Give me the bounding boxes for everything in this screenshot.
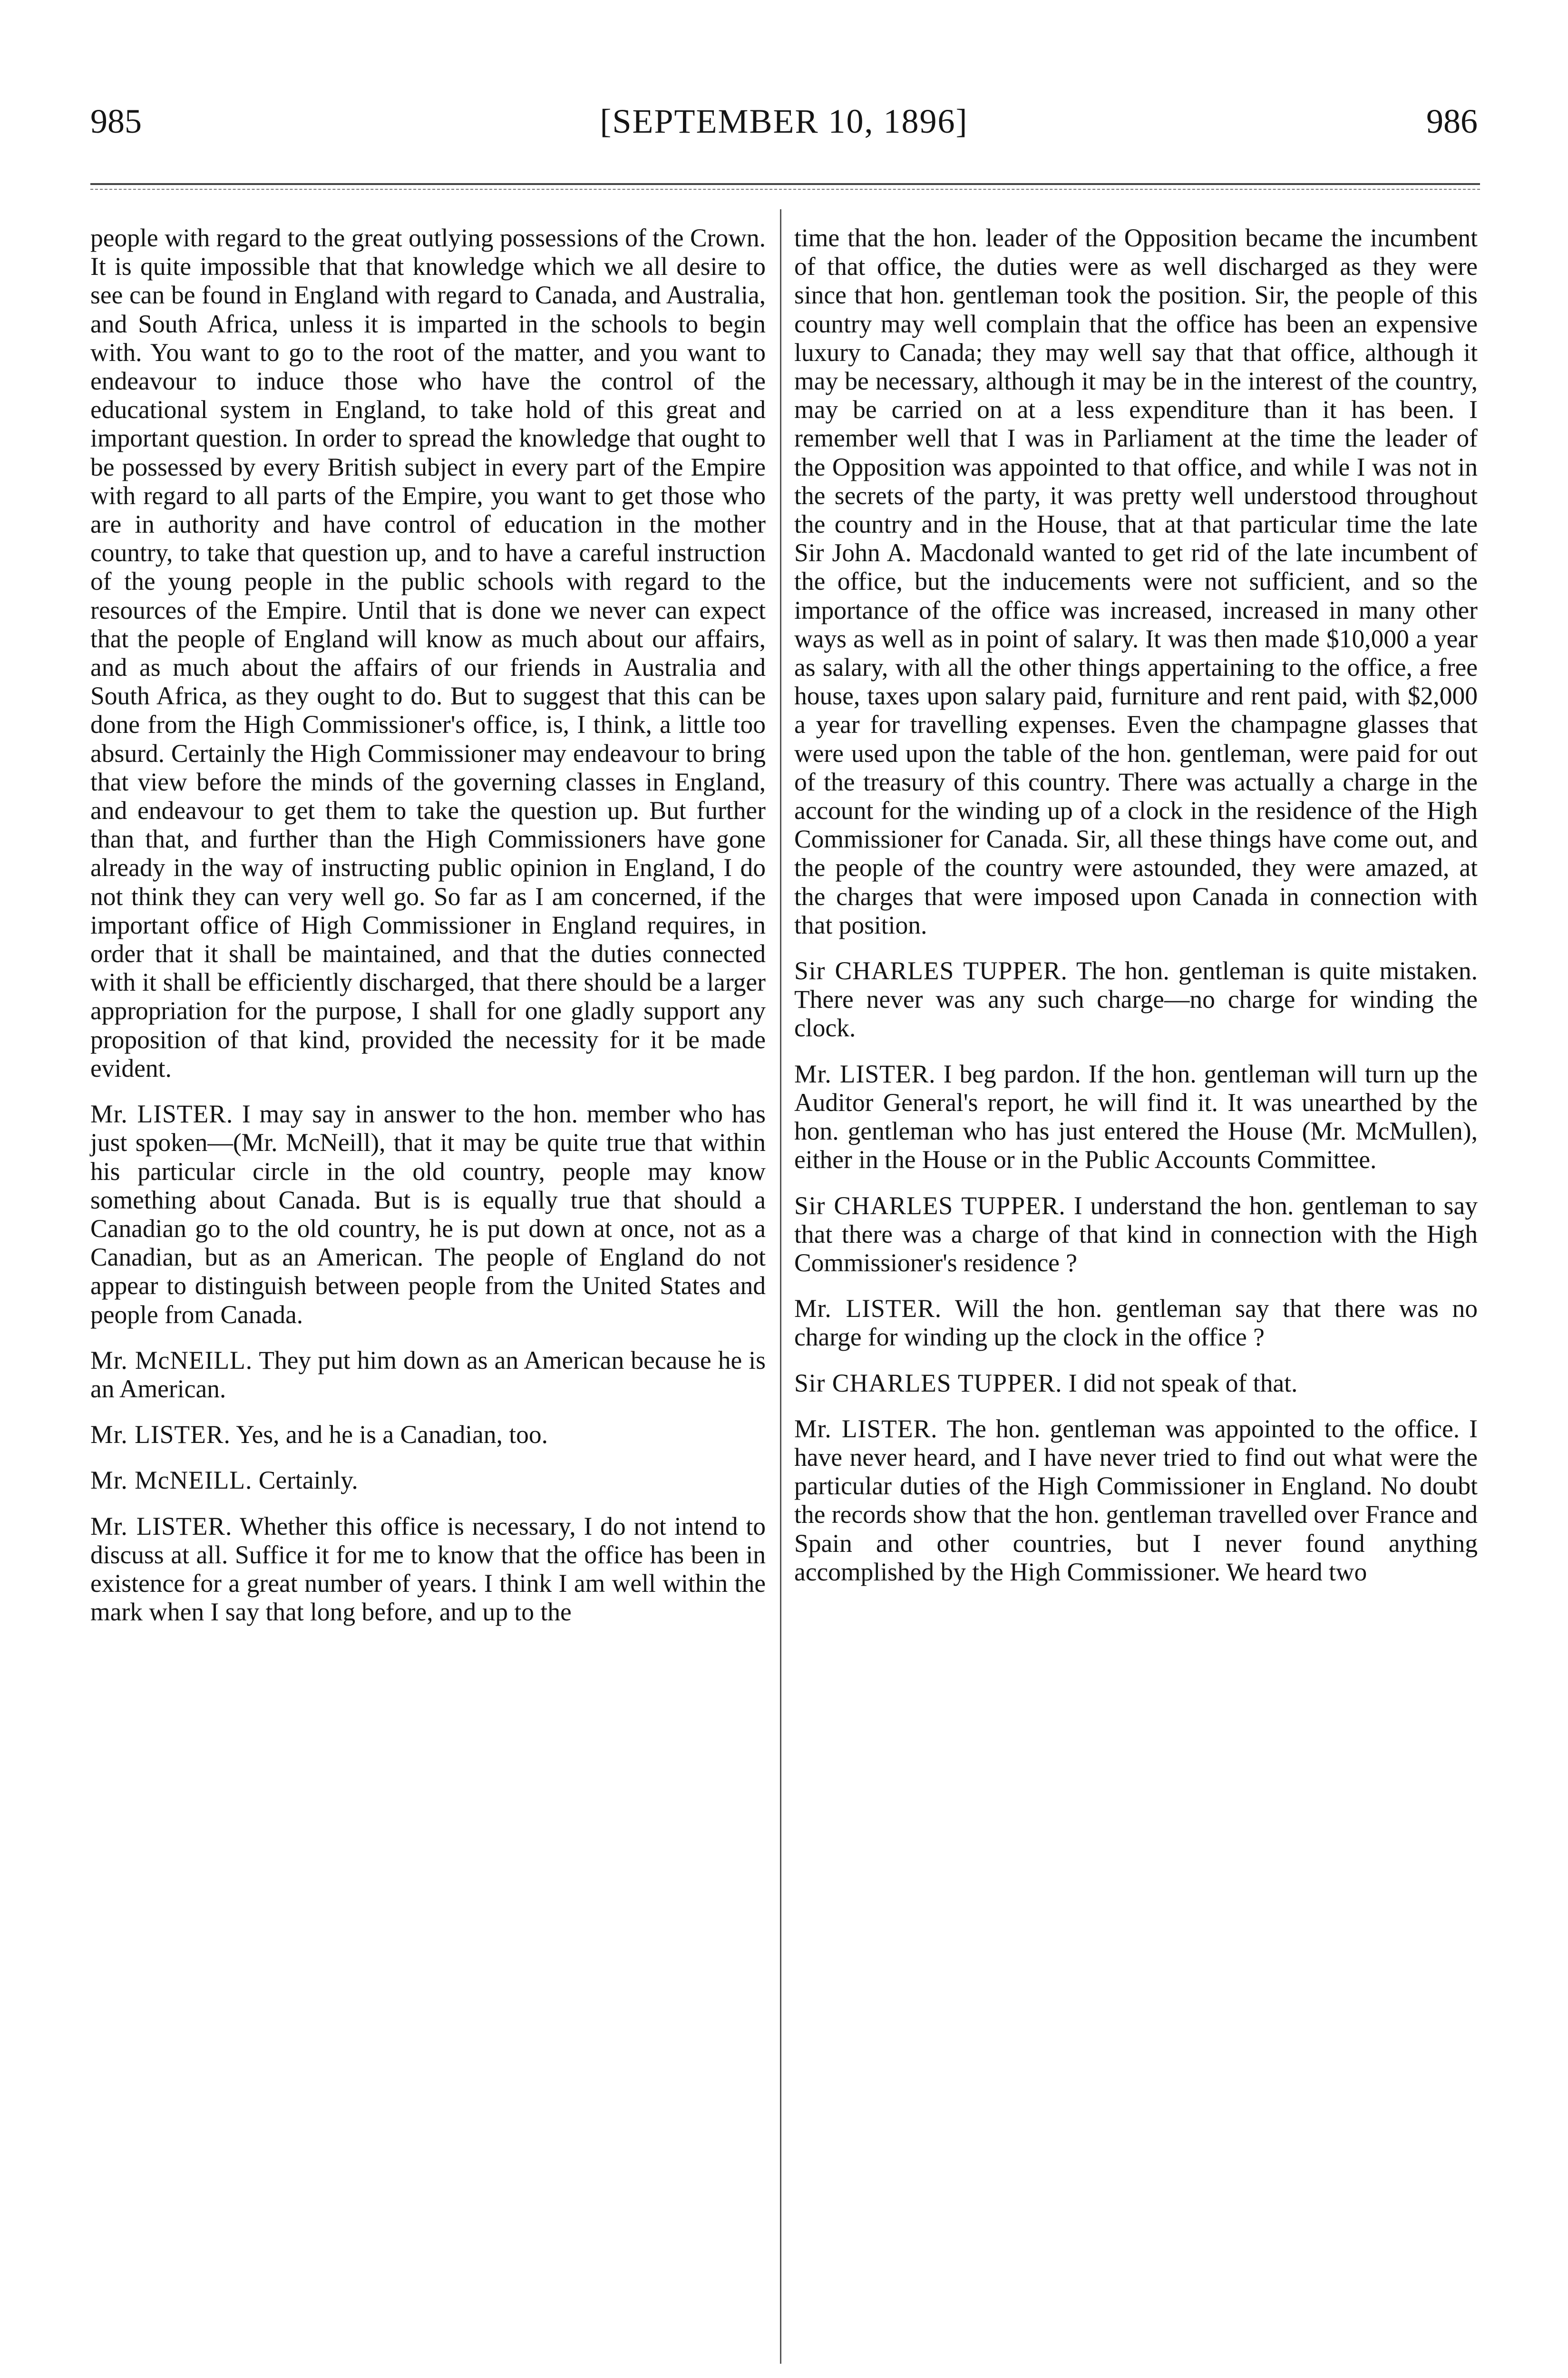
paragraph bbox=[794, 1060, 1478, 1174]
paragraph-text: I understand the hon. gentleman to say that there was a charge of that kind in connection with the High Commissioner's residence ? bbox=[794, 1191, 1478, 1277]
paragraph-text: Certainly. bbox=[258, 1466, 358, 1495]
paragraph-text: Will the hon. gentleman say that there was no charge for winding up the clock in the office ? bbox=[794, 1294, 1478, 1352]
paragraph-text: The hon. gentleman is quite mistaken. There never was any such charge—no charge for winding the clock. bbox=[794, 956, 1478, 1043]
paragraph-text: The hon. gentleman was appointed to the office. I have never heard, and I have never tried to find out what were the particular duties of the High Commissioner in England. No doubt the records show that the hon. gentleman travelled over France and Spain and other countries, but I never found anything accomplished by the High Commissioner. We heard two bbox=[794, 1414, 1478, 1586]
paragraph-text: Yes, and he is a Canadian, too. bbox=[236, 1420, 548, 1449]
left-column bbox=[90, 224, 766, 1643]
speaker-name: Mr. LISTER. bbox=[90, 1100, 234, 1129]
paragraph bbox=[90, 1346, 766, 1403]
page-number-right: 986 bbox=[1426, 102, 1478, 140]
paragraph bbox=[794, 1414, 1478, 1586]
page-header bbox=[90, 95, 1478, 147]
paragraph-text: I may say in answer to the hon. member who has just spoken—(Mr. McNeill), that it may be quite true that within his particular circle in the old country, people may know something about Canada. But is is equally true that should a Canadian go to the old country, he is put down at once, not as a Canadian, but as an American. The people of England do not appear to distinguish between people from the United States and people from Canada. bbox=[90, 1100, 766, 1329]
paragraph bbox=[90, 1466, 766, 1494]
speaker-name: Sir CHARLES TUPPER. bbox=[794, 1368, 1062, 1397]
paragraph bbox=[794, 1294, 1478, 1351]
column-divider bbox=[780, 209, 781, 2364]
paragraph bbox=[90, 224, 766, 1082]
speaker-name: Mr. LISTER. bbox=[90, 1511, 233, 1540]
paragraph bbox=[794, 956, 1478, 1043]
paragraph bbox=[794, 1369, 1478, 1397]
speaker-name: Mr. LISTER. bbox=[794, 1294, 942, 1323]
paragraph-text: I did not speak of that. bbox=[1068, 1368, 1298, 1397]
paragraph-text: Whether this office is necessary, I do not intend to discuss at all. Suffice it for me to know that the office has been in existence for a great number of years. I think I am well within the mark when I say that long before, and up to the bbox=[90, 1511, 766, 1627]
speaker-name: Mr. LISTER. bbox=[794, 1059, 936, 1088]
speaker-name: Mr. LISTER. bbox=[794, 1414, 938, 1443]
session-date: [SEPTEMBER 10, 1896] bbox=[600, 102, 968, 140]
paragraph-text: time that the hon. leader of the Opposition became the incumbent of that office, the duties were as well discharged as they were since that hon. gentleman took the position. Sir, the people of this country may well complain that the office has been an expensive luxury to Canada; they may well say that that office, although it may be necessary, although it may be in the interest of the country, may be carried on at a less expenditure than it has been. I remember well that I was in Parliament at the time the leader of the Opposition was appointed to that office, and while I was not in the secrets of the party, it was pretty well understood throughout the country and in the House, that at that particular time the late Sir John A. Macdonald wanted to get rid of the late incumbent of the office, but the inducements were not sufficient, and so the importance of the office was increased, increased in many other ways as well as in point of salary. It was then made $10,000 a year as salary, with all the other things appertaining to the office, a free house, taxes upon salary paid, furniture and rent paid, with $2,000 a year for travelling expenses. Even the champagne glasses that were used upon the table of the hon. gentleman, were paid for out of the treasury of this country. There was actually a charge in the account for the winding up of a clock in the residence of the High Commissioner for Canada. Sir, all these things have come out, and the people of the country were astounded, they were amazed, at the charges that were imposed upon Canada in connection with that position. bbox=[794, 224, 1478, 939]
right-column bbox=[794, 224, 1478, 1603]
paragraph-text: They put him down as an American because he is an American. bbox=[90, 1345, 766, 1403]
paragraph-text: I beg pardon. If the hon. gentleman will turn up the Auditor General's report, he will find it. It was unearthed by the hon. gentleman who has just entered the House (Mr. McMullen), either in the House or in the Public Accounts Committee. bbox=[794, 1059, 1478, 1174]
paragraph bbox=[794, 1191, 1478, 1277]
paragraph-text: people with regard to the great outlying possessions of the Crown. It is quite impossible that that knowledge which we all desire to see can be found in England with regard to Canada, and Australia, and South Africa, unless it is imparted in the schools to begin with. You want to go to the root of the matter, and you want to endeavour to induce those who have the control of the educational system in England, to take hold of this great and important question. In order to spread the knowledge that ought to be possessed by every British subject in every part of the Empire with regard to all parts of the Empire, you want to get those who are in authority and have control of education in the mother country, to take that question up, and to have a careful instruction of the young people in the public schools with regard to the resources of the Empire. Until that is done we never can expect that the people of England will know as much about our affairs, and as much about the affairs of our friends in Australia and South Africa, as they ought to do. But to suggest that this can be done from the High Commissioner's office, is, I think, a little too absurd. Certainly the High Commissioner may endeavour to bring that view before the minds of the governing classes in England, and endeavour to get them to take the question up. But further than that, and further than the High Commissioners have gone already in the way of instructing public opinion in England, I do not think they can very well go. So far as I am concerned, if the important office of High Commissioner in England requires, in order that it shall be maintained, and that the duties connected with it shall be efficiently discharged, that there should be a larger appropriation for the purpose, I shall for one gladly support any proposition of that kind, provided the necessity for it be made evident. bbox=[90, 224, 766, 1082]
paragraph bbox=[90, 1100, 766, 1329]
speaker-name: Sir CHARLES TUPPER. bbox=[794, 1191, 1066, 1220]
paragraph bbox=[90, 1420, 766, 1449]
paragraph bbox=[90, 1512, 766, 1627]
speaker-name: Mr. McNEILL. bbox=[90, 1466, 253, 1495]
header-rule-dashed bbox=[90, 189, 1480, 190]
paragraph bbox=[794, 224, 1478, 939]
page-number-left: 985 bbox=[90, 102, 142, 140]
speaker-name: Mr. McNEILL. bbox=[90, 1345, 253, 1374]
speaker-name: Sir CHARLES TUPPER. bbox=[794, 956, 1068, 985]
header-rule bbox=[90, 183, 1480, 185]
speaker-name: Mr. LISTER. bbox=[90, 1420, 231, 1449]
